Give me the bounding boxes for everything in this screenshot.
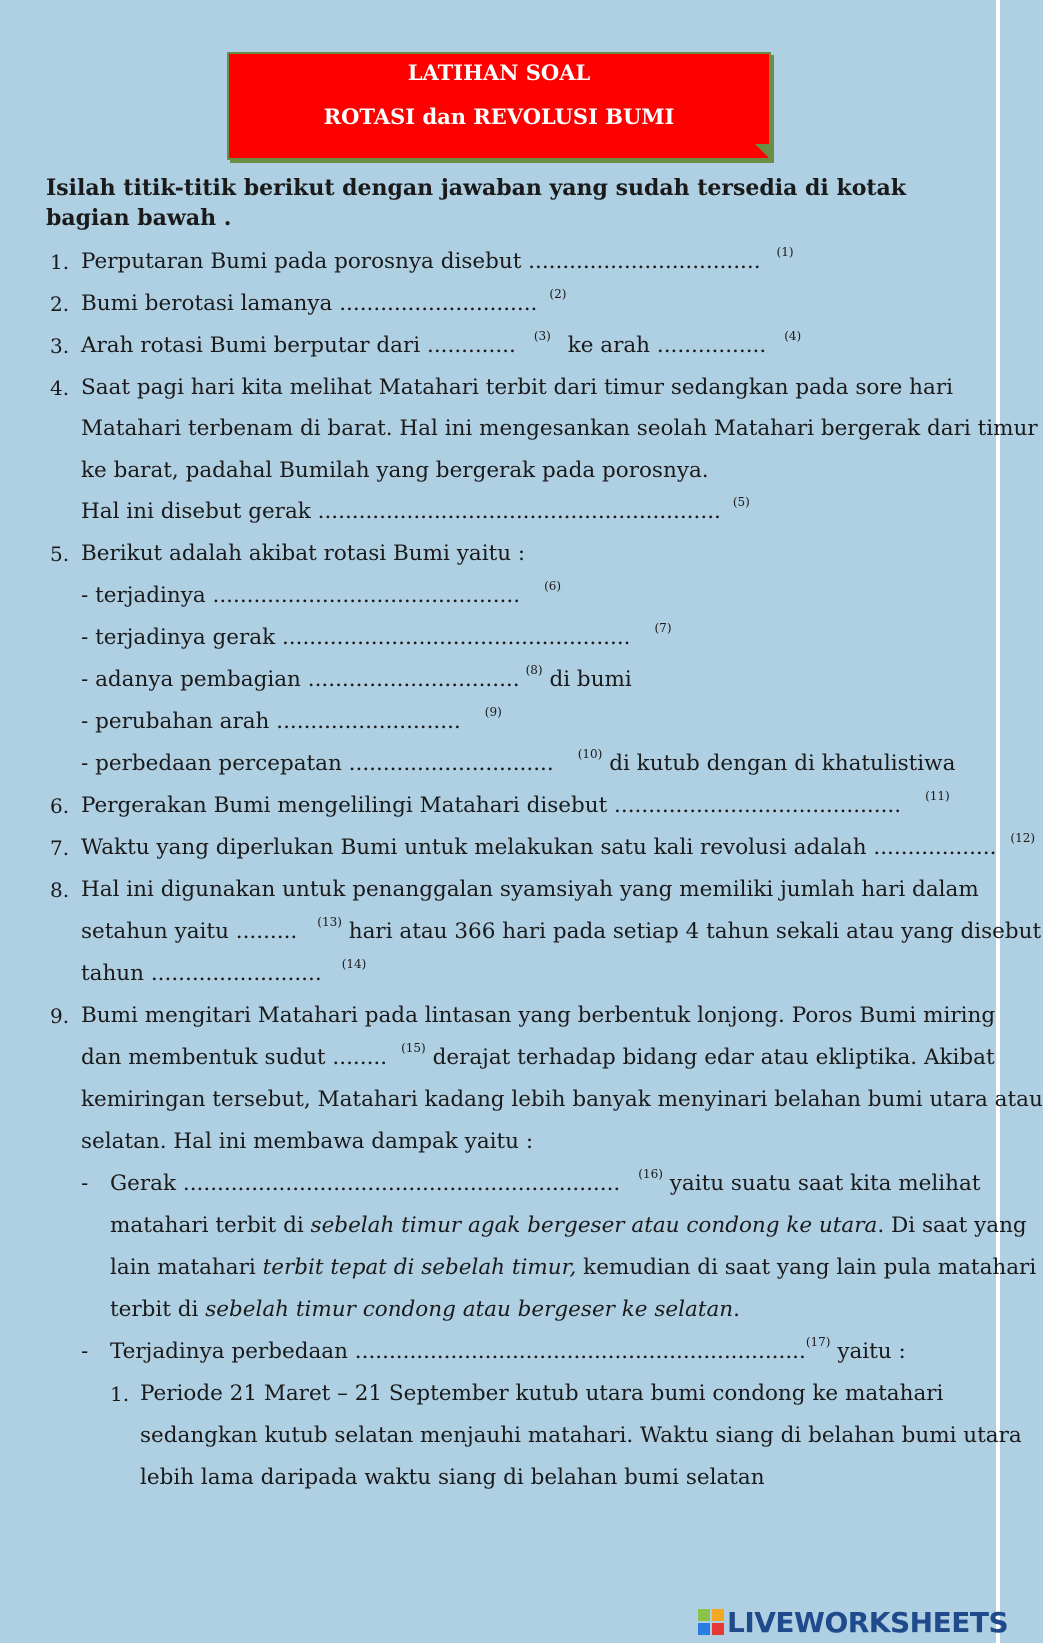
q9-number: 9. xyxy=(50,1004,70,1028)
title-line-1: LATIHAN SOAL xyxy=(407,60,591,85)
q9-gerak-line-1 xyxy=(110,1169,980,1201)
q6-number: 6. xyxy=(50,794,70,818)
q9-g4-b: . xyxy=(733,1297,740,1322)
q9-gerak-marker: (16) xyxy=(638,1167,663,1181)
q4-line-2: Matahari terbenam di barat. Hal ini mengesankan seolah Matahari bergerak dari timur xyxy=(81,416,1038,441)
q5-marker-4: (9) xyxy=(484,705,502,719)
q2-number: 2. xyxy=(50,292,70,316)
q5-item-3-after: di bumi xyxy=(549,667,632,692)
q9-line-2 xyxy=(81,1043,995,1075)
q9-g2-b: . Di saat yang xyxy=(877,1213,1027,1238)
q5-item-3 xyxy=(81,665,632,697)
q9-sub-line-2: sedangkan kutub selatan menjauhi matahari. Waktu siang di belahan bumi utara xyxy=(140,1423,1022,1448)
q9-gerak-line-3 xyxy=(110,1253,1036,1283)
q9-gerak-line-4 xyxy=(110,1295,740,1325)
q5-marker-1: (6) xyxy=(544,579,562,593)
q8-line-1: Hal ini digunakan untuk penanggalan syamsiyah yang memiliki jumlah hari dalam xyxy=(81,877,979,902)
q1-marker: (1) xyxy=(776,245,794,259)
q9-line-4: selatan. Hal ini membawa dampak yaitu : xyxy=(81,1129,534,1154)
q9-g4-a: terbit di xyxy=(110,1297,206,1322)
q9-sub-number: 1. xyxy=(110,1382,130,1406)
q9-line-1: Bumi mengitari Matahari pada lintasan yang berbentuk lonjong. Poros Bumi miring xyxy=(81,1003,996,1028)
q5-item-5 xyxy=(81,749,955,781)
q1-text xyxy=(81,247,794,279)
title-banner xyxy=(227,52,771,160)
q6-marker: (11) xyxy=(925,789,950,803)
q7-number: 7. xyxy=(50,836,70,860)
q9-blank[interactable]: dan membentuk sudut ........ xyxy=(81,1045,388,1070)
q5-marker-3: (8) xyxy=(525,663,543,677)
q9-beda-after: yaitu : xyxy=(837,1339,906,1364)
q9-g4-italic: sebelah timur condong atau bergeser ke selatan xyxy=(205,1297,734,1322)
q5-blank-5[interactable]: - perbedaan percepatan .............................. xyxy=(81,751,554,776)
q9-gerak-after: yaitu suatu saat kita melihat xyxy=(669,1171,981,1196)
q3-text xyxy=(81,331,801,363)
q9-beda-marker: (17) xyxy=(805,1335,831,1349)
q7-text xyxy=(81,833,1035,865)
q4-number: 4. xyxy=(50,376,70,400)
q9-line-3: kemiringan tersebut, Matahari kadang lebih banyak menyinari belahan bumi utara atau xyxy=(81,1087,1043,1112)
q9-g3-italic: terbit tepat di sebelah timur, xyxy=(262,1255,577,1280)
q5-item-1 xyxy=(81,581,561,613)
q5-item-2 xyxy=(81,623,672,655)
q8-number: 8. xyxy=(50,878,70,902)
q8-marker-b: (14) xyxy=(341,957,367,971)
q9-g3-b: kemudian di saat yang lain pula matahari xyxy=(576,1255,1037,1280)
q2-marker: (2) xyxy=(549,287,567,301)
q9-marker: (15) xyxy=(401,1041,426,1055)
q3-number: 3. xyxy=(50,334,70,358)
q3-marker-a: (3) xyxy=(533,329,551,343)
page-edge xyxy=(996,0,1000,1643)
q8-line-2-after: hari atau 366 hari pada setiap 4 tahun sekali atau yang disebut xyxy=(348,919,1042,944)
liveworksheets-logo-icon xyxy=(698,1609,724,1635)
q6-text xyxy=(81,791,950,823)
q9-sub-line-1: Periode 21 Maret – 21 September kutub utara bumi condong ke matahari xyxy=(140,1381,944,1406)
q5-marker-5: (10) xyxy=(577,747,603,761)
q5-blank-1[interactable]: - terjadinya ............................................. xyxy=(81,583,521,608)
q9-g3-a: lain matahari xyxy=(110,1255,263,1280)
q9-dash-1: - xyxy=(81,1171,89,1196)
q9-beda-blank[interactable]: Terjadinya perbedaan .................................................................. xyxy=(110,1339,806,1364)
q5-item-5-after: di kutub dengan di khatulistiwa xyxy=(609,751,956,776)
q2-blank[interactable]: Bumi berotasi lamanya ............................. xyxy=(81,291,538,316)
brand-name: LIVEWORKSHEETS xyxy=(727,1606,1009,1639)
q8-marker-a: (13) xyxy=(317,915,342,929)
q9-sub-line-3: lebih lama daripada waktu siang di belahan bumi selatan xyxy=(140,1465,765,1490)
q3-marker-b: (4) xyxy=(784,329,802,343)
instructions: Isilah titik-titik berikut dengan jawaban yang sudah tersedia di kotak bagian bawah . xyxy=(46,175,907,231)
q7-marker: (12) xyxy=(1010,831,1036,845)
q9-g2-a: matahari terbit di xyxy=(110,1213,311,1238)
q7-blank[interactable]: Waktu yang diperlukan Bumi untuk melakukan satu kali revolusi adalah .................. xyxy=(81,835,997,860)
q4-marker: (5) xyxy=(732,495,750,509)
q3-blank-b[interactable]: ke arah ................ xyxy=(567,333,767,358)
q8-blank-b[interactable]: tahun ......................... xyxy=(81,961,322,986)
title-line-2: ROTASI dan REVOLUSI BUMI xyxy=(323,104,675,129)
q3-blank-a[interactable]: Arah rotasi Bumi berputar dari ............. xyxy=(81,333,516,358)
q9-gerak-line-2 xyxy=(110,1211,1027,1241)
q8-line-3 xyxy=(81,959,366,991)
q5-blank-4[interactable]: - perubahan arah ........................... xyxy=(81,709,461,734)
q4-line-1: Saat pagi hari kita melihat Matahari terbit dari timur sedangkan pada sore hari xyxy=(81,375,953,400)
q8-blank-a[interactable]: setahun yaitu ......... xyxy=(81,919,298,944)
q4-blank[interactable]: Hal ini disebut gerak ........................................................... xyxy=(81,499,721,524)
q9-beda-line xyxy=(110,1337,906,1369)
q9-gerak-blank[interactable]: Gerak ................................................................ xyxy=(110,1171,621,1196)
q5-item-4 xyxy=(81,707,502,739)
q2-text xyxy=(81,289,566,321)
q5-number: 5. xyxy=(50,542,70,566)
liveworksheets-logo[interactable] xyxy=(698,1606,1008,1642)
q9-line-2-after: derajat terhadap bidang edar atau ekliptika. Akibat xyxy=(432,1045,995,1070)
q8-line-2 xyxy=(81,917,1041,949)
q5-line-1: Berikut adalah akibat rotasi Bumi yaitu : xyxy=(81,541,526,566)
banner-fold xyxy=(755,144,773,162)
q4-line-4 xyxy=(81,497,750,529)
q9-dash-2: - xyxy=(81,1339,89,1364)
q1-number: 1. xyxy=(50,250,70,274)
q5-marker-2: (7) xyxy=(654,621,672,635)
q5-blank-3[interactable]: - adanya pembagian ............................... xyxy=(81,667,520,692)
q5-blank-2[interactable]: - terjadinya gerak ................................................... xyxy=(81,625,631,650)
q6-blank[interactable]: Pergerakan Bumi mengelilingi Matahari disebut .......................................... xyxy=(81,793,902,818)
q9-g2-italic: sebelah timur agak bergeser atau condong ke utara xyxy=(310,1213,878,1238)
q4-line-3: ke barat, padahal Bumilah yang bergerak pada porosnya. xyxy=(81,458,709,483)
q1-blank[interactable]: Perputaran Bumi pada porosnya disebut .................................. xyxy=(81,249,761,274)
